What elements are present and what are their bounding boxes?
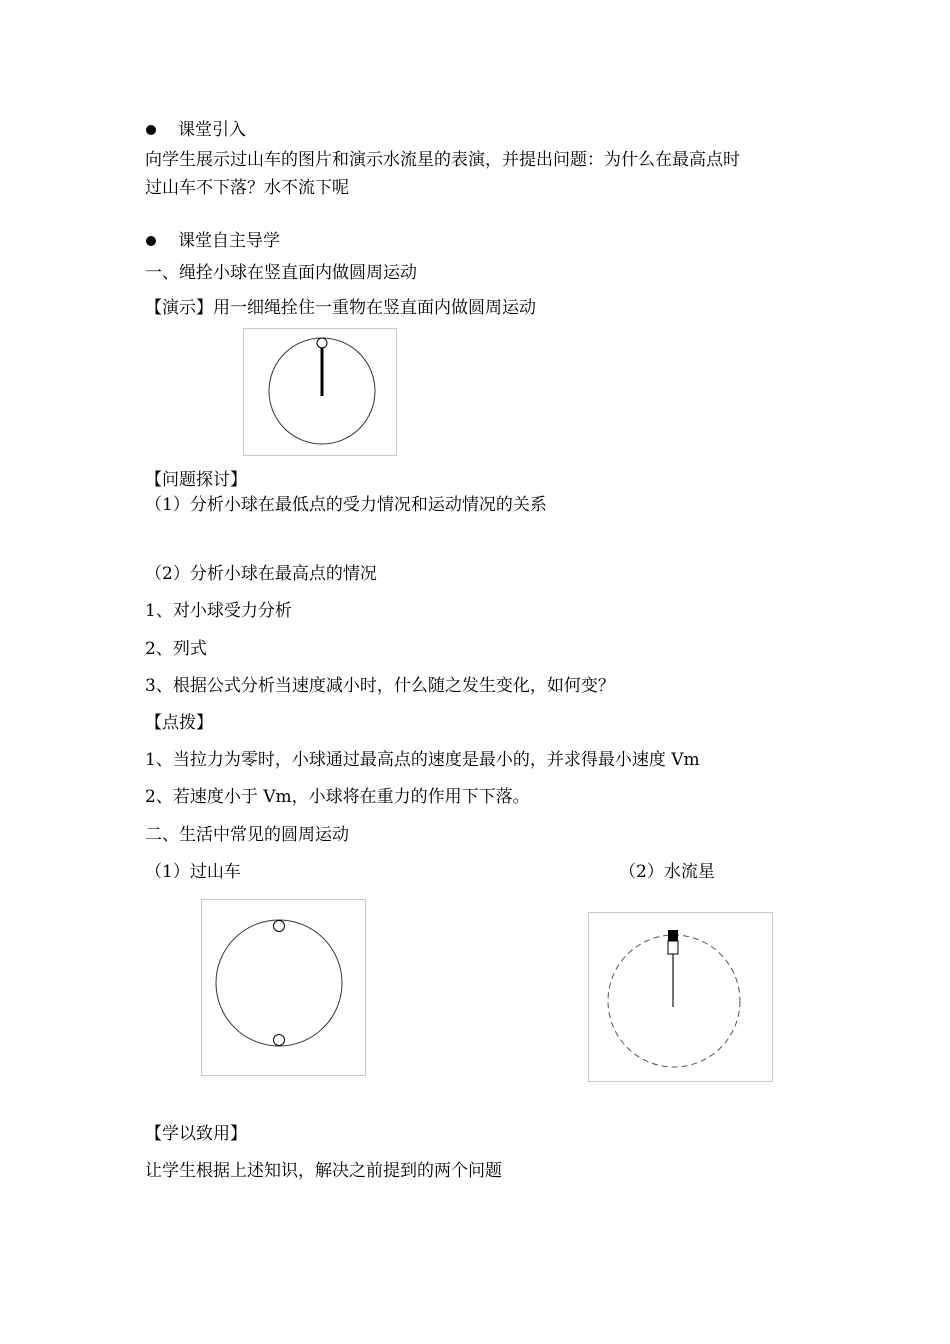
hint-title: 【点拨】 (145, 713, 213, 733)
section-heading-intro: 课堂引入 (178, 120, 246, 140)
figure-roller-coaster (201, 899, 366, 1076)
step-1: 1、对小球受力分析 (145, 601, 292, 621)
example-roller-coaster: （1）过山车 (145, 862, 241, 882)
figure-string-ball-circle (243, 328, 397, 456)
hint-1: 1、当拉力为零时，小球通过最高点的速度是最小的，并求得最小速度 Vm (145, 750, 700, 770)
section-heading-self-study: 课堂自主导学 (178, 231, 280, 251)
apply-text: 让学生根据上述知识，解决之前提到的两个问题 (145, 1161, 502, 1181)
figure-water-meteor (588, 912, 773, 1082)
discussion-title: 【问题探讨】 (145, 470, 247, 490)
question-1: （1）分析小球在最低点的受力情况和运动情况的关系 (145, 495, 547, 515)
bullet-icon (146, 125, 156, 135)
demo-text: 【演示】用一细绳拴住一重物在竖直面内做圆周运动 (145, 298, 536, 318)
hint-2: 2、若速度小于 Vm，小球将在重力的作用下下落。 (145, 787, 530, 807)
step-3: 3、根据公式分析当速度减小时，什么随之发生变化，如何变？ (145, 676, 615, 696)
part1-title: 一、绳拴小球在竖直面内做圆周运动 (145, 263, 417, 283)
bullet-icon (146, 236, 156, 246)
intro-text-line1: 向学生展示过山车的图片和演示水流星的表演，并提出问题：为什么在最高点时 (145, 150, 740, 170)
example-water-meteor: （2）水流星 (619, 862, 715, 882)
question-2: （2）分析小球在最高点的情况 (145, 564, 377, 584)
intro-text-line2: 过山车不下落？水不流下呢 (145, 178, 349, 198)
step-2: 2、列式 (145, 639, 207, 659)
part2-title: 二、生活中常见的圆周运动 (145, 825, 349, 845)
apply-title: 【学以致用】 (145, 1124, 247, 1144)
